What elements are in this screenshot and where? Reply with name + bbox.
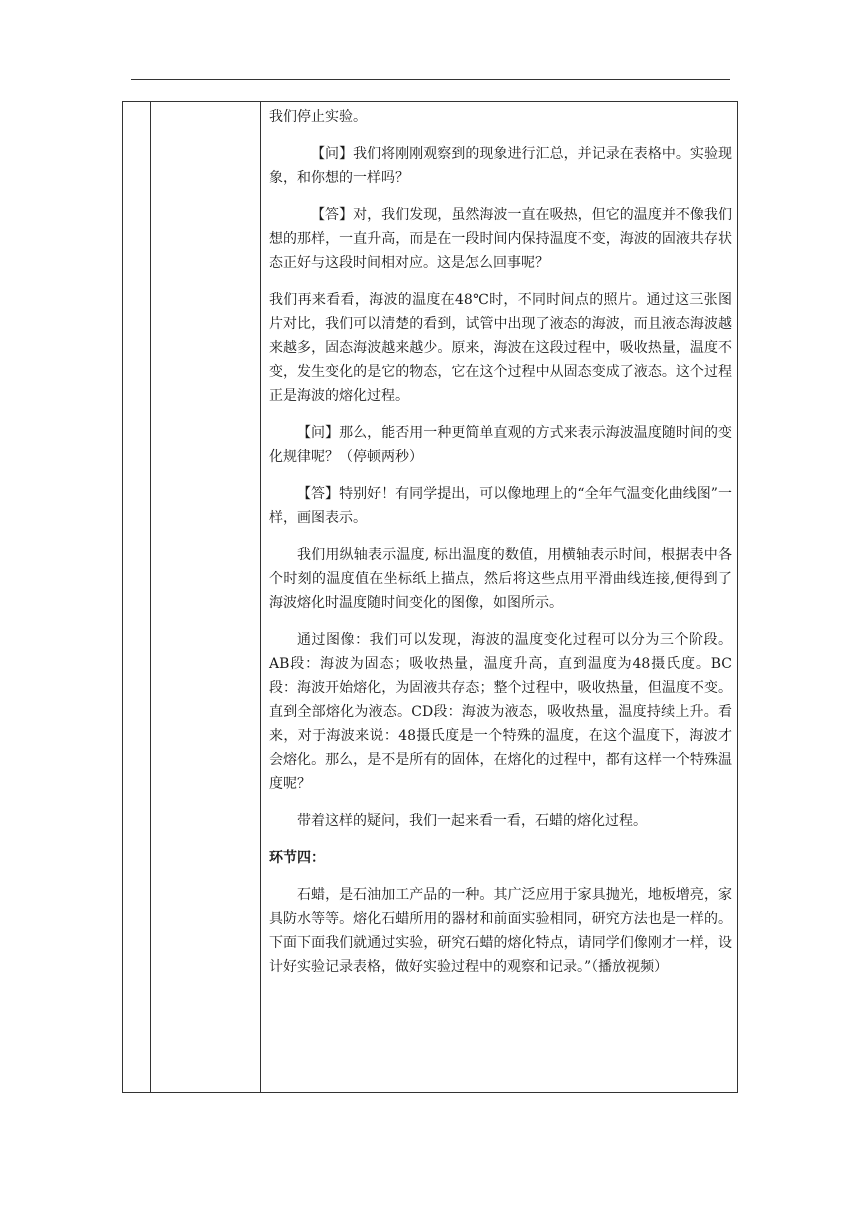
paragraph-stop-experiment: 我们停止实验。 <box>269 109 367 125</box>
table-column-divider <box>150 102 151 1092</box>
section-heading-step-four: 环节四： <box>269 850 325 866</box>
paragraph-answer-observation: 【答】对，我们发现，虽然海波一直在吸热，但它的温度并不像我们想的那样，一直升高，而是在一段时间内保持温度不变，海波的固液共存状态正好与这段时间相对应。这是怎么回事呢？ <box>269 207 732 271</box>
paragraph-plot-method: 我们用纵轴表示温度, 标出温度的数值，用横轴表示时间，根据表中各个时刻的温度值在坐标纸上描点，然后将这些点用平滑曲线连接,便得到了海波熔化时温度随时间变化的图像，如图所示。 <box>269 547 732 611</box>
lesson-table <box>122 101 738 1093</box>
header-rule <box>131 79 730 80</box>
paragraph-answer-graph: 【答】特别好！有同学提出，可以像地理上的“全年气温变化曲线图”一样，画图表示。 <box>269 486 732 526</box>
paragraph-graph-analysis: 通过图像：我们可以发现，海波的温度变化过程可以分为三个阶段。AB段：海波为固态；吸收热量，温度升高，直到温度为48摄氏度。BC段：海波开始熔化，为固液共存态；整个过程中，吸收热量，但温度不变。直到全部熔化为液态。CD段：海波为液态，吸收热量，温度持续上升。看来，对于海波来说：48摄氏度是一个特殊的温度，在这个温度下，海波才会熔化。那么，是不是所有的固体，在熔化的过程中，都有这样一个特殊温度呢？ <box>269 632 732 792</box>
paragraph-question-summary: 【问】我们将刚刚观察到的现象进行汇总，并记录在表格中。实验现象，和你想的一样吗？ <box>269 146 732 186</box>
paragraph-paraffin-intro: 带着这样的疑问，我们一起来看一看，石蜡的熔化过程。 <box>297 813 647 829</box>
paragraph-paraffin-experiment: 石蜡，是石油加工产品的一种。其广泛应用于家具抛光，地板增亮，家具防水等等。熔化石蜡所用的器材和前面实验相同，研究方法也是一样的。下面下面我们就通过实验，研究石蜡的熔化特点，请同学们像刚才一样，设计好实验记录表格，做好实验过程中的观察和记录。”（播放视频） <box>269 887 732 975</box>
lesson-content-cell <box>269 105 732 992</box>
table-column-divider <box>260 102 261 1092</box>
paragraph-photo-comparison: 我们再来看看，海波的温度在48℃时，不同时间点的照片。通过这三张图片对比，我们可以清楚的看到，试管中出现了液态的海波，而且液态海波越来越多，固态海波越来越少。原来，海波在这段过程中，吸收热量，温度不变，发生变化的是它的物态，它在这个过程中从固态变成了液态。这个过程正是海波的熔化过程。 <box>269 292 732 404</box>
paragraph-question-graph: 【问】那么，能否用一种更简单直观的方式来表示海波温度随时间的变化规律呢？（停顿两秒） <box>269 425 732 465</box>
